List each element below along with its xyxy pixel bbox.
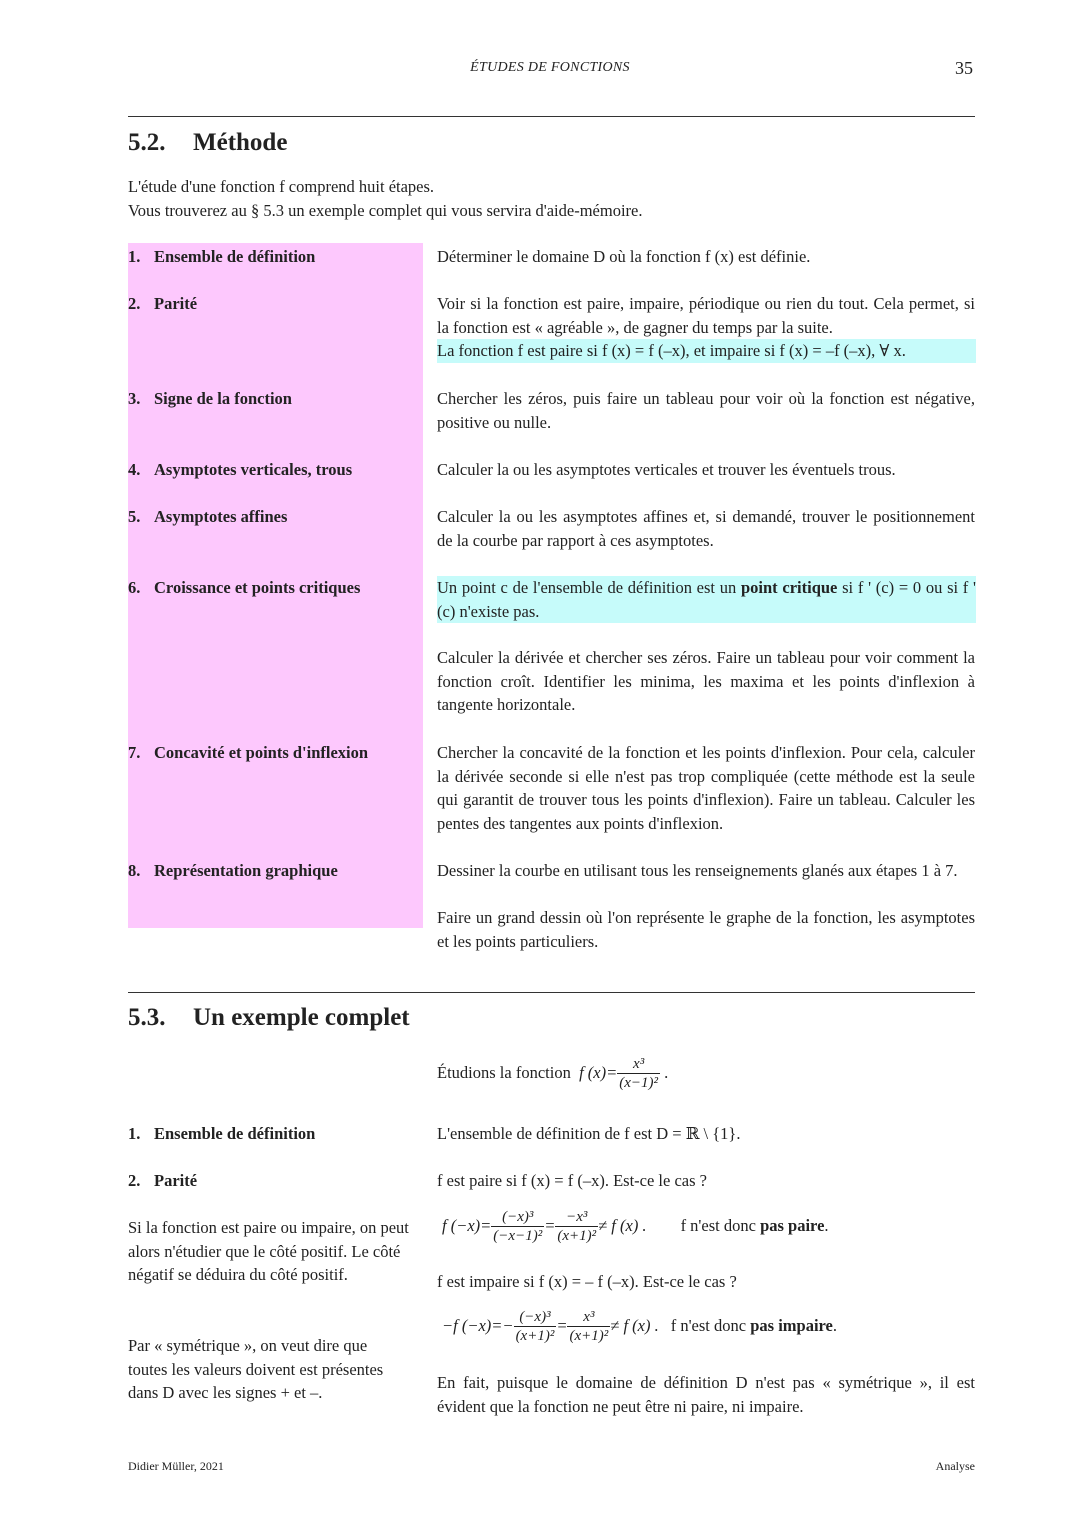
odd-conclusion: f n'est donc pas impaire.	[670, 1316, 838, 1336]
critical-point-definition: Un point c de l'ensemble de définition est un point critique si f ' (c) = 0 ou si f ' (c) n'existe pas.	[437, 576, 976, 623]
even-conclusion: f n'est donc pas paire.	[680, 1216, 829, 1236]
page-number: 35	[955, 58, 973, 78]
step-6: 6. Croissance et points critiques	[128, 578, 361, 597]
section-rule	[128, 992, 975, 993]
odd-question: f est impaire si f (x) = – f (–x). Est-ce le cas ?	[437, 1272, 737, 1291]
even-question: f est paire si f (x) = f (–x). Est-ce le cas ?	[437, 1171, 707, 1190]
footer-author: Didier Müller, 2021	[128, 1459, 224, 1473]
step-3: 3. Signe de la fonction	[128, 389, 292, 408]
running-title: ÉTUDES DE FONCTIONS	[470, 60, 630, 75]
desc-8b: Faire un grand dessin où l'on représente le graphe de la fonction, les asymptotes et les points particuliers.	[437, 908, 975, 951]
critical-point-term: point critique	[740, 578, 838, 597]
section-title: Un exemple complet	[193, 1004, 410, 1031]
even-fraction-2: $\frac{\text{−x³}}{\text{(x+1)²}}$	[557, 1208, 597, 1244]
desc-2: Voir si la fonction est paire, impaire, périodique ou rien du tout. Cela permet, si la fonction est « agréable », de gagner du temps par la suite.	[437, 294, 975, 337]
desc-3: Chercher les zéros, puis faire un tableau pour voir où la fonction est négative, positive ou nulle.	[437, 389, 975, 432]
step-7: 7. Concavité et points d'inflexion	[128, 743, 369, 762]
parity-definition-highlight: La fonction f est paire si f (x) = f (–x), et impaire si f (x) = –f (–x), ∀ x.	[437, 339, 976, 363]
side-note-symmetry: Par « symétrique », on veut dire que toutes les valeurs doivent est présentes dans D avec les signes + et –.	[128, 1336, 384, 1402]
section-52-heading	[128, 129, 287, 157]
example-step-2: 2. Parité	[128, 1171, 198, 1190]
desc-8a: Dessiner la courbe en utilisant tous les renseignements glanés aux étapes 1 à 7.	[437, 861, 958, 880]
intro-paragraph	[128, 175, 975, 222]
function-fraction: $\frac{\text{x³}}{\text{(x−1)²}}$	[619, 1055, 659, 1091]
step-1: 1. Ensemble de définition	[128, 247, 316, 266]
step-4: 4. Asymptotes verticales, trous	[128, 460, 353, 479]
header-rule	[128, 116, 975, 117]
desc-1: Déterminer le domaine D où la fonction f (x) est définie.	[437, 247, 811, 266]
intro-line: Vous trouverez au § 5.3 un exemple complet qui vous servira d'aide-mémoire.	[128, 200, 643, 220]
study-function-line: Étudions la fonction f (x)= $\frac{\text{x³}}{\text{(x−1)²}}$ .	[437, 1055, 669, 1091]
function-name: f (x)=	[579, 1063, 618, 1083]
domain-text: L'ensemble de définition de f est D = ℝ \ {1}.	[437, 1124, 741, 1143]
desc-7: Chercher la concavité de la fonction et les points d'inflexion. Pour cela, calculer la dérivée seconde si elle n'est pas trop compliquée (cette méthode est la seule qui garantit de trouver tous les points d'inflexion). Faire un tableau. Calculer les pentes des tangentes aux points d'inflexion.	[437, 743, 975, 833]
example-step-1: 1. Ensemble de définition	[128, 1124, 316, 1143]
odd-fraction-2: $\frac{\text{x³}}{\text{(x+1)²}}$	[569, 1308, 609, 1344]
intro-line: L'étude d'une fonction f comprend huit étapes.	[128, 177, 435, 196]
even-fraction-1: $\frac{\text{(−x)³}}{\text{(−x−1)²}}$	[493, 1208, 543, 1244]
desc-5: Calculer la ou les asymptotes affines et, si demandé, trouver le positionnement de la courbe par rapport à ces asymptotes.	[437, 507, 975, 550]
parity-conclusion: En fait, puisque le domaine de définition D n'est pas « symétrique », il est évident que la fonction ne peut être ni paire, ni impaire.	[437, 1373, 975, 1416]
section-title: Méthode	[193, 129, 288, 156]
step-2: 2. Parité	[128, 294, 198, 313]
step-8: 8. Représentation graphique	[128, 861, 338, 880]
step-5: 5. Asymptotes affines	[128, 507, 288, 526]
section-53-heading	[128, 1004, 410, 1032]
section-number: 5.2.	[128, 129, 166, 156]
odd-computation: −f (−x)=− $\frac{\text{(−x)³}}{\text{(x+1)²}}$ = $\frac{\text{x³}}{\text{(x+1)²}}$ ≠ f (x) . f n'est donc pas impaire.	[442, 1308, 838, 1344]
section-number: 5.3.	[128, 1004, 166, 1031]
desc-4: Calculer la ou les asymptotes verticales et trouver les éventuels trous.	[437, 460, 896, 479]
even-computation: f (−x)= $\frac{\text{(−x)³}}{\text{(−x−1)²}}$ = $\frac{\text{−x³}}{\text{(x+1)²}}$ ≠ f (x) . f n'est donc pas paire.	[442, 1208, 829, 1244]
desc-6b: Calculer la dérivée et chercher ses zéros. Faire un tableau pour voir comment la fonction croît. Identifier les minima, les maxima et les points d'inflexion à tangente horizontale.	[437, 648, 975, 714]
side-note-parity: Si la fonction est paire ou impaire, on peut alors n'étudier que le côté positif. Le côté négatif se déduira du côté positif.	[128, 1218, 409, 1284]
odd-fraction-1: $\frac{\text{(−x)³}}{\text{(x+1)²}}$	[515, 1308, 555, 1344]
footer-subject: Analyse	[935, 1459, 975, 1473]
